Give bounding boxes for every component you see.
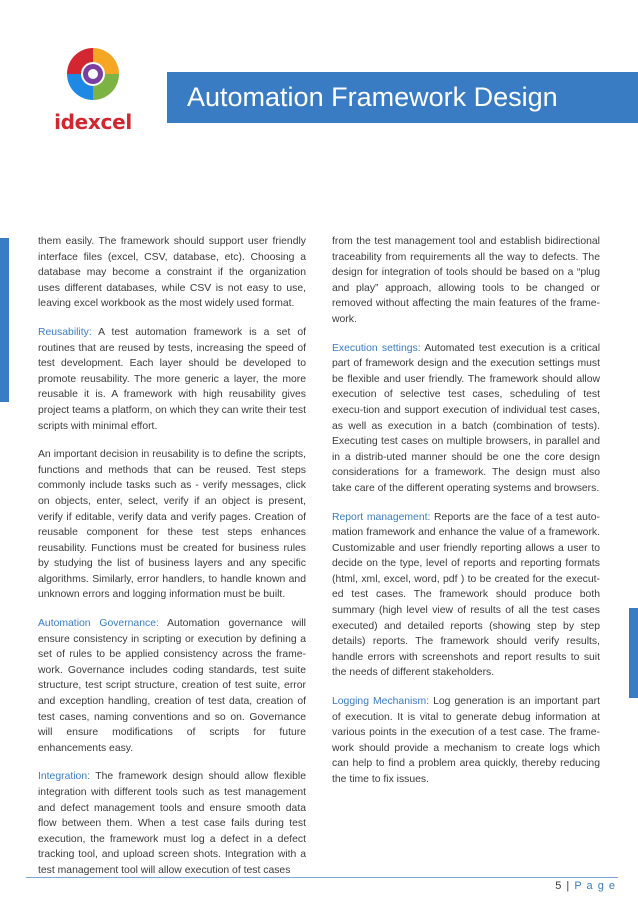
right-column xyxy=(332,234,600,801)
reusability-text: A test automation framework is a set of routines that are reused by tests, increasing the speed of test development. Each layer should be developed to promote reusability. The more generic a layer, the more reusable it is. A framework with high reusability gives project teams a platform, on which they can write their test scripts with minimal effort. xyxy=(38,326,306,432)
footer-divider xyxy=(26,877,618,878)
report-text: Reports are the face of a test auto-mation framework and enhance the value of a framework. Customizable and user friendly reporting allows a user to decide on the type, level of reports and reporting formats (html, xml, excel, word, pdf ) to be created for the execut-ed test cases. The framework should produce both summary (high level view of results of all the test cases executed) and detailed reports (showing step by step details) reports. The framework should verify results, handle errors with screenshots and report results to suit the needs of different stakeholders. xyxy=(332,511,600,679)
paragraph-reusable-scripts: An important decision in reusability is to define the scripts, functions and methods that can be reused. Test steps commonly include tasks such as - verify messages, click on objects, enter, select, verify if an object is present, verify if editable, verify data and verify pages. Creation of reusable component for these test steps enhances reusability. Functions must be created for business rules by studying the list of business layers and any specific algorithms. Similarly, error handlers, to handle known and unknown errors and logging information must be built. xyxy=(38,449,306,601)
paragraph-logging xyxy=(332,694,600,788)
governance-heading: Automation Governance: xyxy=(38,618,159,630)
paragraph-integration xyxy=(38,769,306,878)
paragraph-execution-settings xyxy=(332,341,600,497)
left-accent-bar xyxy=(0,238,9,402)
reusability-heading: Reusability: xyxy=(38,326,92,338)
page-title: Automation Framework Design xyxy=(167,72,638,123)
integration-text: The framework design should allow flexible integration with different tools such as test management and defect management tools and ensure smooth data flow between them. When a test case fails during test execution, the framework must log a defect in a defect tracking tool, and upload screen shots. Integration with a test management tool will allow execution of test cases xyxy=(38,771,306,876)
logo-wordmark: idexcel xyxy=(54,110,132,134)
page-footer xyxy=(555,880,616,892)
report-heading: Report management: xyxy=(332,511,431,523)
left-column xyxy=(38,234,306,892)
page-label: P a g e xyxy=(574,880,616,892)
governance-text: Automation governance will ensure consistency in scripting or execution by defining a set of rules to be applied consistency across the frame-work. Governance includes coding standards, test suite structure, test script structure, creation of test suite, error and exception handling, creation of test data, creation of test cases, naming conventions and so on. Governance will ensure modifications of scripts for future enhancements easy. xyxy=(38,618,306,754)
paragraph-interface-files: them easily. The framework should support user friendly interface files (excel, CSV, database, etc). Choosing a database may become a constraint if the organization uses different databases, while CSV is not easy to use, leaving excel workbook as the most widely used format. xyxy=(38,236,306,310)
execution-text: Automated test execution is a critical part of framework design and the execution settings must be flexible and user friendly. The framework should allow execution of selective test cases, scheduling of test execu-tion and support execution of individual test cases, as well as execution in a batch (combination of tests). Executing test cases on multiple browsers, in parallel and in a distrib-uted manner should be one the core design considerations for a framework. The design must also take care of the different operating systems and browsers. xyxy=(332,342,601,494)
paragraph-report-management xyxy=(332,510,600,682)
execution-heading: Execution settings: xyxy=(332,342,421,354)
logging-heading: Logging Mechanism: xyxy=(332,696,430,708)
paragraph-traceability: from the test management tool and establish bidirectional traceability from requirements all the way to defects. The design for integration of tools should be based on a “plug and play” approach, allowing tools to be changed or removed without affecting the main features of the frame-work. xyxy=(332,236,600,325)
integration-heading: Integration: xyxy=(38,771,90,783)
idexcel-logo xyxy=(50,42,130,137)
right-accent-bar xyxy=(629,608,638,698)
page-number: 5 xyxy=(555,880,562,892)
paragraph-governance xyxy=(38,616,306,756)
logging-text: Log generation is an important part of execution. It is vital to generate debug information at various points in the execution of a test case. The frame-work should provide a mechanism to create logs which can help to find a problem area quickly, thereby reducing the time to fix issues. xyxy=(332,696,601,785)
footer-separator: | xyxy=(566,880,570,892)
paragraph-reusability xyxy=(38,325,306,434)
logo-swirl-icon xyxy=(63,44,123,104)
